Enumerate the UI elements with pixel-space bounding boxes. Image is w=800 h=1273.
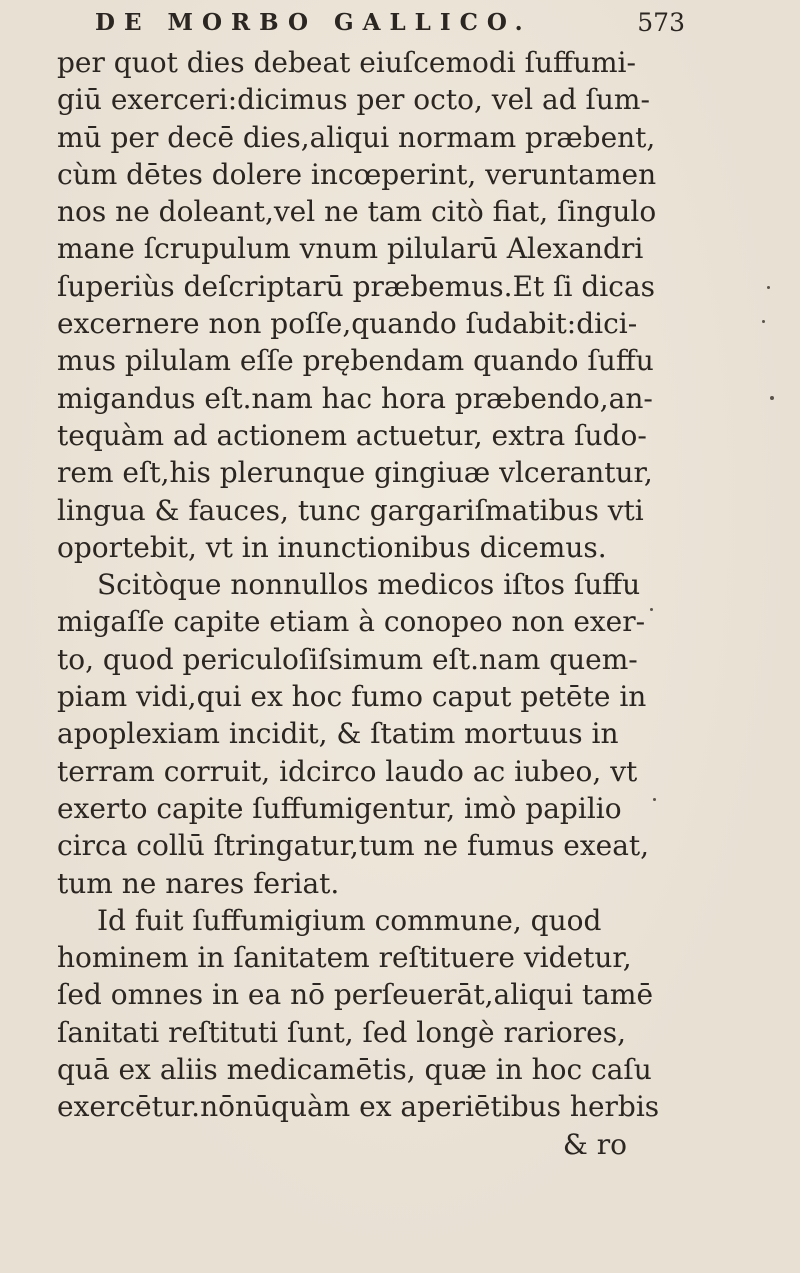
text-line: rem eſt,his plerunque gingiuæ vlcerantur, — [57, 456, 653, 490]
text-line: tequàm ad actionem actuetur, extra ſudo- — [57, 418, 647, 452]
text-line: migandus eſt.nam hac hora præbendo,an- — [57, 381, 653, 415]
text-line: circa collū ſtringatur,tum ne fumus exeat, — [57, 829, 650, 863]
text-line: excernere non poſſe,quando ſudabit:dici- — [57, 307, 638, 341]
text-line: hominem in ſanitatem reſtituere videtur, — [57, 941, 632, 975]
ink-speck — [653, 798, 656, 801]
ink-speck — [650, 608, 653, 611]
text-line: oportebit, vt in inunctionibus dicemus. — [57, 530, 607, 564]
text-line: cùm dētes dolere incœperint, veruntamen — [57, 157, 657, 191]
paragraph-3-first-line: Id fuit ſuffumigium commune, quod — [97, 903, 602, 937]
text-line: lingua & fauces, tunc gargariſmatibus vti — [57, 493, 644, 527]
text-line: tum ne nares feriat. — [57, 866, 340, 900]
text-line: apoplexiam incidit, & ſtatim mortuus in — [57, 717, 619, 751]
catchword: & ro — [562, 1127, 627, 1161]
text-line: terram corruit, idcirco laudo ac iubeo, vt — [57, 754, 638, 788]
body-text — [57, 44, 660, 1163]
text-line: piam vidi,qui ex hoc fumo caput petēte in — [57, 680, 647, 714]
text-line: exercētur.nōnūquàm ex aperiētibus herbis — [57, 1090, 660, 1124]
ink-speck — [767, 286, 770, 289]
paragraph-2-first-line: Scitòque nonnullos medicos iſtos ſuffu — [97, 568, 641, 602]
text-line: nos ne doleant,vel ne tam citò fiat, ſingulo — [57, 195, 657, 229]
text-line: ſanitati reſtituti ſunt, ſed longè rariores, — [57, 1015, 626, 1049]
text-line: mū per decē dies,aliqui normam præbent, — [57, 120, 656, 154]
page-number: 573 — [637, 8, 685, 37]
text-line: quā ex aliis medicamētis, quæ in hoc caſu — [57, 1053, 652, 1087]
text-line: mus pilulam eſſe prębendam quando ſuffu — [57, 344, 654, 378]
text-line: to, quod periculoſiſsimum eſt.nam quem- — [57, 642, 638, 676]
text-line: exerto capite ſuffumigentur, imò papilio — [57, 791, 622, 825]
ink-speck — [762, 320, 765, 323]
running-head: DE MORBO GALLICO. — [95, 9, 532, 36]
text-line: giū exerceri:dicimus per octo, vel ad ſum- — [57, 83, 650, 117]
text-line: per quot dies debeat eiuſcemodi ſuffumi- — [57, 46, 636, 79]
page-header — [95, 6, 685, 40]
text-line: migaſſe capite etiam à conopeo non exer- — [57, 605, 646, 639]
text-line: ſed omnes in ea nō perſeuerāt,aliqui tamē — [57, 978, 654, 1012]
text-line: ſuperiùs deſcriptarū præbemus.Et ſi dicas — [57, 269, 656, 303]
ink-speck — [770, 396, 774, 400]
text-line: mane ſcrupulum vnum pilularū Alexandri — [57, 232, 644, 266]
